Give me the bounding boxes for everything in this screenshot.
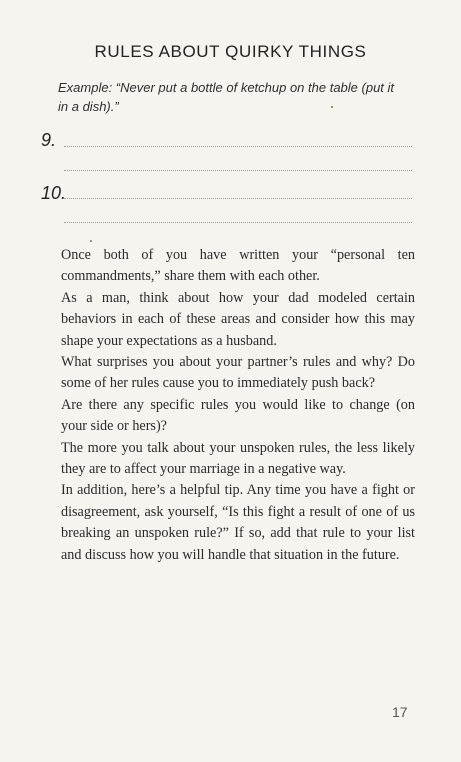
paragraph: Once both of you have written your “personal ten commandments,” share them with each other.	[61, 247, 415, 285]
paragraph: The more you talk about your unspoken rules, the less likely they are to affect your marriage in a negative way.	[61, 439, 415, 478]
writing-line	[64, 222, 412, 223]
section-heading: RULES ABOUT QUIRKY THINGS	[94, 42, 367, 61]
paper-speck	[90, 240, 92, 242]
paragraph: As a man, think about how your dad modeled certain behaviors in each of these areas and consider how this may shape your expectations as a husband.	[61, 289, 415, 349]
writing-line	[64, 198, 412, 199]
item-number-10: 10.	[41, 183, 67, 203]
paper-speck	[331, 106, 333, 108]
paragraph: In addition, here’s a helpful tip. Any time you have a fight or disagreement, ask yourself, “Is this fight a result of one of us breaking an unspoken rule?” If so, add that rule to your list and discuss how you will handle that situation in the future.	[61, 482, 415, 563]
writing-line	[64, 170, 412, 171]
body-text	[61, 245, 415, 566]
page-number: 17	[392, 704, 408, 720]
writing-line	[64, 146, 412, 147]
paragraph: Are there any specific rules you would like to change (on your side or hers)?	[61, 396, 415, 435]
example-text: Example: “Never put a bottle of ketchup on the table (put it in a dish).”	[58, 80, 395, 114]
paragraph: What surprises you about your partner’s rules and why? Do some of her rules cause you to immediately push back?	[61, 354, 415, 392]
item-number-9: 9.	[41, 130, 57, 150]
